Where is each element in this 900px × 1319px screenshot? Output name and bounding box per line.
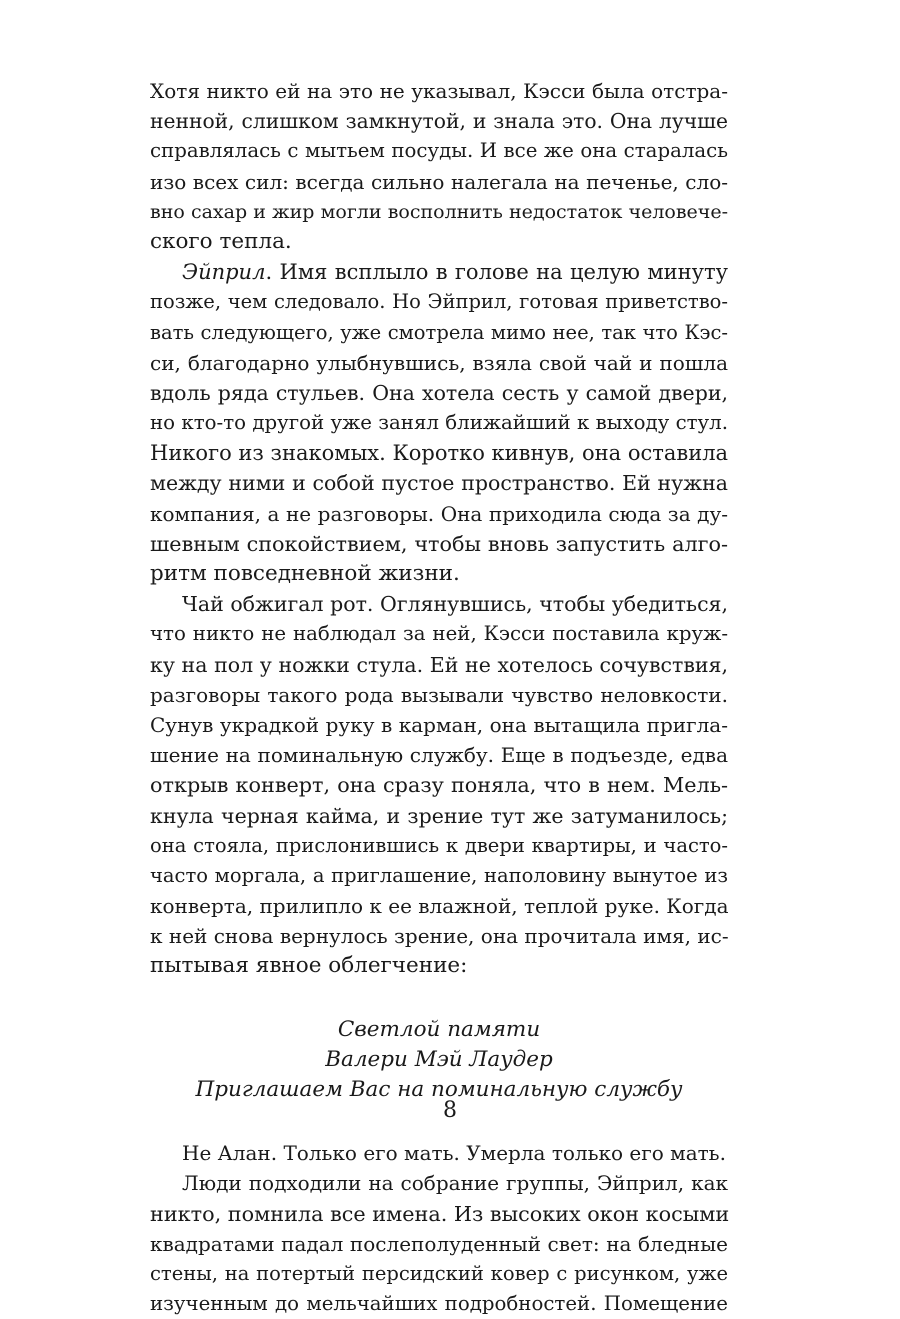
invitation-line: Валери Мэй Лаудер [325,1046,553,1072]
text-line: ненной, слишком замкнутой, и знала это. Она лучше [150,109,728,134]
text-line: конверта, прилипло к ее влажной, теплой руке. Когда [150,894,729,919]
paragraph-5 [150,1168,728,1319]
text-line: пытывая явное облегчение: [150,953,468,979]
text-line: Хотя никто ей на это не указывал, Кэсси была отстра- [150,79,728,103]
paragraph-4 [150,1138,728,1168]
invitation-block [150,1015,728,1106]
page-number: 8 [443,1098,457,1123]
italic-name: Эйприл [182,260,266,285]
text-line: ского тепла. [150,228,292,254]
paragraph-2 [150,257,728,589]
text-line: никто, помнила все имена. Из высоких окон косыми [150,1201,730,1226]
text-line: справлялась с мытьем посуды. И все же она старалась [150,139,728,163]
text-line: си, благодарно улыбнувшись, взяла свой чай и пошла [150,350,728,375]
text-line: она стояла, прислонившись к двери квартиры, и часто- [150,833,728,857]
text-fragment: . Имя всплыло в голове на целую минуту [265,260,728,285]
text-line: вать следующего, уже смотрела мимо нее, так что Кэс- [150,320,728,344]
text-line: ритм повседневной жизни. [150,561,460,586]
invitation-line: Светлой памяти [337,1016,541,1042]
text-line: Люди подходили на собрание группы, Эйприл, как [182,1171,728,1196]
text-line: вно сахар и жир могли восполнить недостаток человече- [150,200,728,223]
body-text [150,76,728,1319]
text-line: Сунув украдкой руку в карман, она вытащила пригла- [150,712,728,737]
text-line: позже, чем следовало. Но Эйприл, готовая приветство- [150,290,728,314]
text-line: Чай обжигал рот. Оглянувшись, чтобы убедиться, [182,592,728,617]
text-line: но кто-то другой уже занял ближайший к выходу стул. [150,411,728,435]
spacer [150,982,728,1015]
text-line: часто моргала, а приглашение, наполовину вынутое из [150,863,728,887]
text-line: кнула черная кайма, и зрение тут же затуманилось; [150,803,728,828]
invitation-line: Приглашаем Вас на поминальную службу [195,1077,683,1102]
text-line: квадратами падал послеполуденный свет: на бледные [150,1231,728,1256]
text-line: компания, а не разговоры. Она приходила сюда за ду- [150,501,728,526]
text-line: стены, на потертый персидский ковер с рисунком, уже [150,1261,728,1285]
text-line: разговоры такого рода вызывали чувство неловкости. [150,682,728,707]
text-line: что никто не наблюдал за ней, Кэсси поставила круж- [150,622,728,646]
text-line: Никого из знакомых. Коротко кивнув, она оставила [150,441,729,466]
text-line: между ними и собой пустое пространство. Ей нужна [150,471,728,496]
paragraph-3 [150,589,728,981]
text-line: к ней снова вернулось зрение, она прочитала имя, ис- [150,924,729,949]
text-line: Не Алан. Только его мать. Умерла только его мать. [182,1141,726,1166]
text-line: шение на поминальную службу. Еще в подъезде, едва [150,743,728,768]
text-line: изученным до мельчайших подробностей. Помещение [150,1292,728,1316]
text-line: изо всех сил: всегда сильно налегала на печенье, сло- [150,169,728,194]
text-line: открыв конверт, она сразу поняла, что в нем. Мель- [150,773,728,798]
text-line: ку на пол у ножки стула. Ей не хотелось сочувствия, [150,652,728,677]
text-line: вдоль ряда стульев. Она хотела сесть у самой двери, [150,380,728,405]
text-line [150,257,728,287]
text-line: шевным спокойствием, чтобы вновь запустить алго- [150,531,728,556]
paragraph-1 [150,76,728,257]
